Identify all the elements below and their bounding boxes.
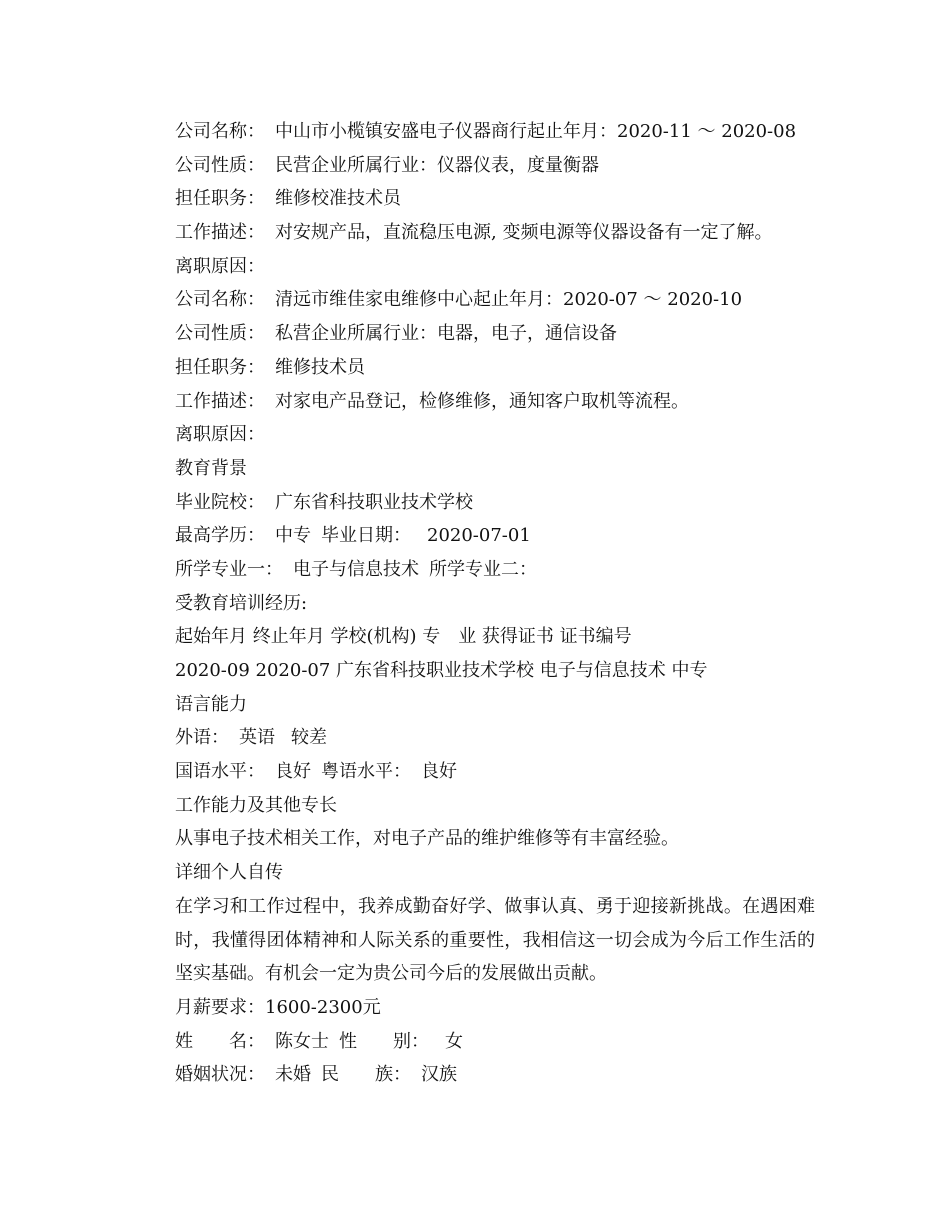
position-label: 担任职务：	[175, 356, 265, 378]
education-heading: 教育背景	[175, 457, 247, 479]
bio-heading: 详细个人自传	[175, 862, 283, 884]
language-heading: 语言能力	[175, 693, 247, 715]
school-value: 广东省科技职业技术学校	[275, 491, 473, 513]
gender-value: 女	[445, 1030, 463, 1052]
grad-date-value: 2020-07-01	[427, 525, 531, 547]
marital-ethnic-row	[175, 1058, 815, 1092]
company-value: 中山市小榄镇安盛电子仪器商行起止年月：2020-11 ～ 2020-08	[275, 121, 797, 142]
marital-value: 未婚	[275, 1064, 311, 1086]
position-value: 维修技术员	[275, 356, 365, 378]
grad-date-label: 毕业日期：	[321, 525, 411, 547]
desc-value: 对安规产品，直流稳压电源, 变频电源等仪器设备有一定了解。	[275, 222, 773, 244]
degree-row	[175, 519, 815, 553]
resume-content	[175, 115, 815, 1092]
position-value: 维修校准技术员	[275, 188, 401, 210]
name-value: 陈女士	[275, 1030, 329, 1052]
major1-value: 电子与信息技术	[293, 558, 419, 580]
desc-label: 工作描述：	[175, 222, 265, 244]
desc-value: 对家电产品登记，检修维修，通知客户取机等流程。	[275, 390, 689, 412]
major2-label: 所学专业二：	[429, 558, 537, 580]
work-2-desc-row	[175, 385, 815, 419]
reason-label: 离职原因：	[175, 255, 265, 277]
company-label: 公司名称：	[175, 121, 265, 142]
gender-label: 性 别：	[339, 1030, 429, 1052]
foreign-lang-value: 英语	[239, 727, 275, 749]
degree-value: 中专	[275, 525, 311, 547]
major-row	[175, 553, 815, 587]
nature-label: 公司性质：	[175, 323, 265, 345]
ethnic-label: 民 族：	[321, 1064, 411, 1086]
company-value: 清远市维佳家电维修中心起止年月：2020-07 ～ 2020-10	[275, 289, 743, 311]
name-gender-row	[175, 1025, 815, 1059]
foreign-label: 外语：	[175, 727, 229, 749]
salary-row: 月薪要求：1600-2300元	[175, 996, 381, 1018]
reason-label: 离职原因：	[175, 424, 265, 446]
mandarin-value: 良好	[275, 761, 311, 783]
nature-label: 公司性质：	[175, 154, 265, 176]
foreign-language-row	[175, 721, 815, 755]
work-2-company-row	[175, 283, 815, 317]
cantonese-label: 粤语水平：	[321, 761, 411, 783]
work-2-position-row	[175, 351, 815, 385]
major1-label: 所学专业一：	[175, 558, 283, 580]
work-1-reason-row	[175, 250, 815, 284]
company-label: 公司名称：	[175, 289, 265, 311]
work-1-nature-row	[175, 149, 815, 183]
bio-text-body: 在学习和工作过程中，我养成勤奋好学、做事认真、勇于迎接新挑战。在遇困难时，我懂得团体精神和人际关系的重要性，我相信这一切会成为今后工作生活的坚实基础。有机会一定为贵公司今后的发展做出贡献。	[175, 895, 815, 985]
training-label: 受教育培训经历:	[175, 592, 308, 614]
work-1-position-row	[175, 182, 815, 216]
bio-text	[135, 890, 815, 991]
work-2-nature-row	[175, 317, 815, 351]
ethnic-value: 汉族	[421, 1064, 457, 1086]
marital-label: 婚姻状况：	[175, 1064, 265, 1086]
skills-text: 从事电子技术相关工作，对电子产品的维护维修等有丰富经验。	[175, 828, 679, 850]
skills-heading: 工作能力及其他专长	[175, 794, 337, 816]
name-label: 姓 名：	[175, 1030, 265, 1052]
desc-label: 工作描述：	[175, 390, 265, 412]
work-2-reason-row	[175, 418, 815, 452]
degree-label: 最高学历：	[175, 525, 265, 547]
dialect-row	[175, 755, 815, 789]
training-data-row: 2020-09 2020-07 广东省科技职业技术学校 电子与信息技术 中专	[175, 660, 708, 681]
training-header-row: 起始年月 终止年月 学校(机构) 专 业 获得证书 证书编号	[175, 626, 632, 648]
position-label: 担任职务：	[175, 188, 265, 210]
nature-value: 私营企业所属行业：电器，电子，通信设备	[275, 323, 617, 345]
nature-value: 民营企业所属行业：仪器仪表，度量衡器	[275, 154, 599, 176]
cantonese-value: 良好	[421, 761, 457, 783]
foreign-level-value: 较差	[291, 727, 327, 749]
school-row	[175, 486, 815, 520]
school-label: 毕业院校：	[175, 491, 265, 513]
work-1-company-row	[175, 115, 815, 149]
work-1-desc-row	[175, 216, 815, 250]
mandarin-label: 国语水平：	[175, 761, 265, 783]
